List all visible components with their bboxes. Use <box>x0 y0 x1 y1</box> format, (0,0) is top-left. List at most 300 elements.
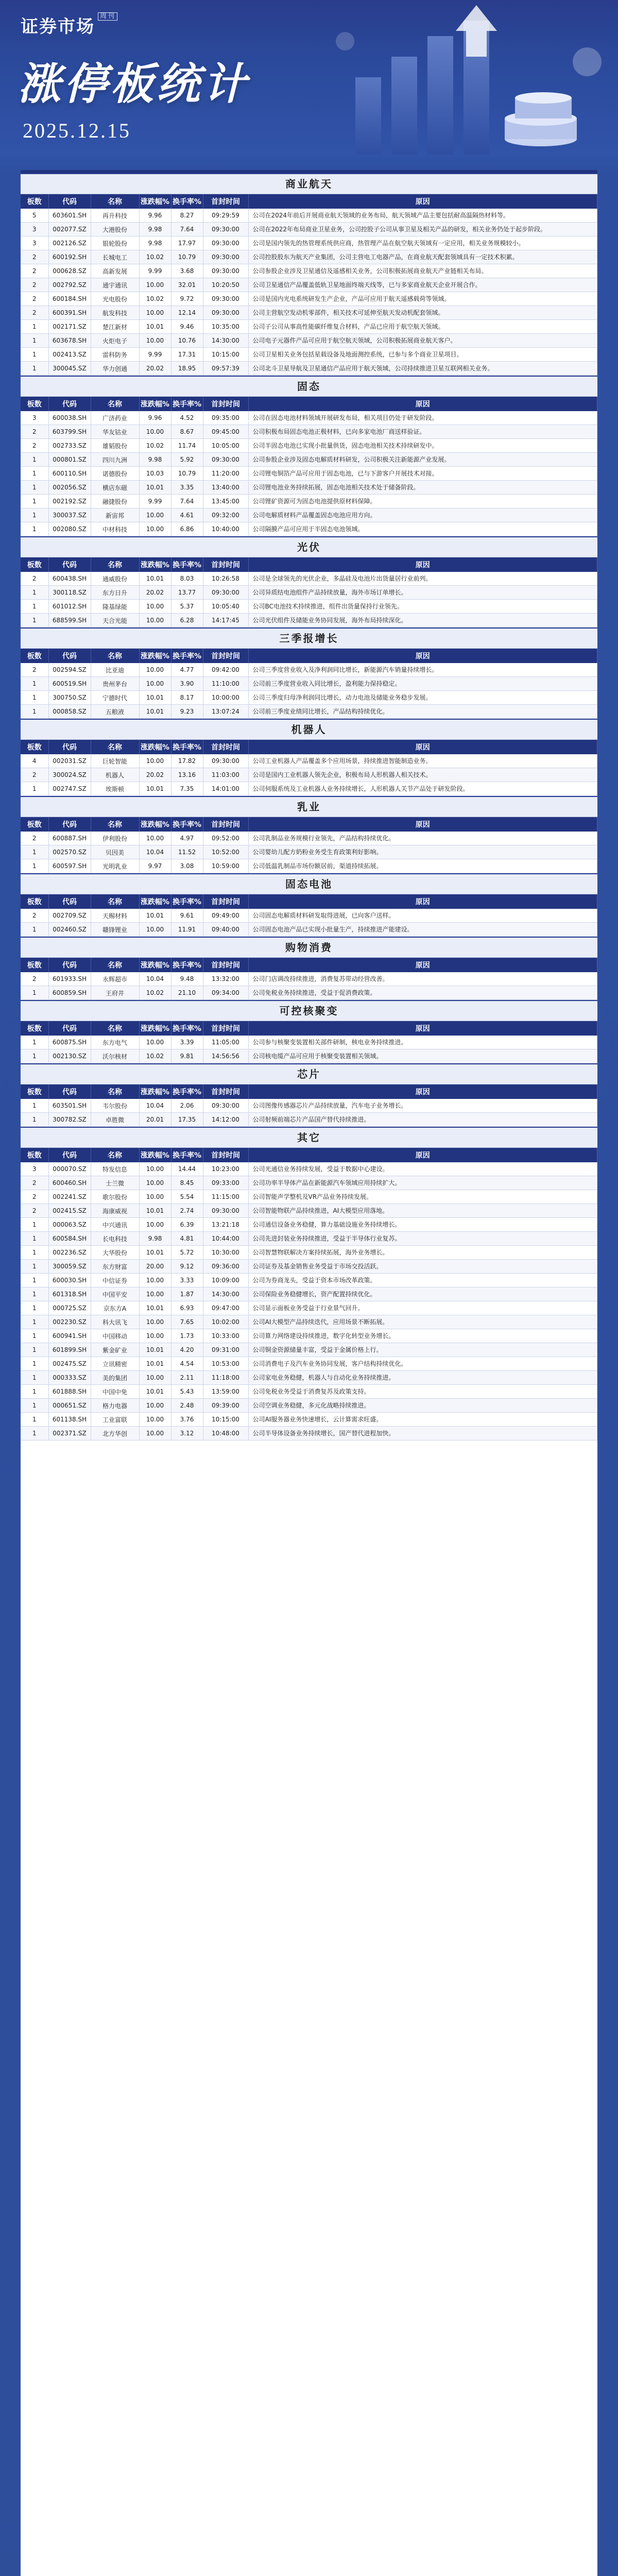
cell-turn: 13.16 <box>171 768 203 782</box>
cell-code: 000628.SZ <box>48 264 91 278</box>
cell-chg: 10.01 <box>139 691 171 705</box>
cell-time: 13:32:00 <box>203 972 248 986</box>
cell-days: 1 <box>21 509 48 522</box>
column-header-turn: 换手率% <box>171 194 203 209</box>
cell-reason: 公司在2022年布局商业卫星业务，公司控股子公司从事卫星及相关产品的研发，相关业务仍处于起步阶段。 <box>248 223 597 236</box>
cell-days: 1 <box>21 923 48 937</box>
stock-table <box>21 894 597 937</box>
cell-name: 沃尔核材 <box>91 1049 139 1063</box>
cell-chg: 10.00 <box>139 1274 171 1287</box>
cell-time: 11:05:00 <box>203 1036 248 1049</box>
cell-code: 600875.SH <box>48 1036 91 1049</box>
table-row[interactable] <box>21 600 597 614</box>
column-header-days: 板数 <box>21 194 48 209</box>
cell-reason: 公司固态电解质材料研发取得进展，已向客户送样。 <box>248 909 597 923</box>
table-row[interactable] <box>21 1113 597 1127</box>
column-header-code: 代码 <box>48 817 91 832</box>
cell-time: 10:05:00 <box>203 439 248 453</box>
cell-days: 1 <box>21 481 48 495</box>
cell-name: 雄韬股份 <box>91 439 139 453</box>
cell-time: 09:30:00 <box>203 223 248 236</box>
cell-reason: 公司智能声学整机及VR产品业务持续发展。 <box>248 1190 597 1204</box>
column-header-name: 名称 <box>91 740 139 754</box>
cell-chg: 20.02 <box>139 768 171 782</box>
column-header-chg: 涨跌幅% <box>139 958 171 972</box>
cell-reason: 公司参股企业涉及固态电解质材料研发，公司积极关注新能源产业发展。 <box>248 453 597 467</box>
table-row[interactable] <box>21 453 597 467</box>
table-row[interactable] <box>21 348 597 362</box>
cell-reason: 公司消费电子及汽车业务协同发展，客户结构持续优化。 <box>248 1357 597 1371</box>
column-header-days: 板数 <box>21 740 48 754</box>
table-row[interactable] <box>21 1232 597 1246</box>
cell-turn: 3.35 <box>171 481 203 495</box>
column-header-reason: 原因 <box>248 894 597 909</box>
table-row[interactable] <box>21 677 597 691</box>
cell-chg: 10.00 <box>139 278 171 292</box>
cell-code: 600038.SH <box>48 411 91 425</box>
table-row[interactable] <box>21 859 597 873</box>
cell-code: 600110.SH <box>48 467 91 481</box>
cell-time: 10:52:00 <box>203 845 248 859</box>
column-header-chg: 涨跌幅% <box>139 740 171 754</box>
column-header-days: 板数 <box>21 894 48 909</box>
table-row[interactable] <box>21 509 597 522</box>
column-header-chg: 涨跌幅% <box>139 1021 171 1036</box>
stock-table <box>21 649 597 719</box>
table-row[interactable] <box>21 495 597 509</box>
cell-days: 1 <box>21 1218 48 1232</box>
cell-name: 中兴通讯 <box>91 1218 139 1232</box>
cell-days: 1 <box>21 614 48 628</box>
table-row[interactable] <box>21 705 597 719</box>
stock-table <box>21 1084 597 1127</box>
cell-code: 002077.SZ <box>48 223 91 236</box>
cell-chg: 10.00 <box>139 1427 171 1440</box>
table-header-row <box>21 740 597 754</box>
table-row[interactable] <box>21 1413 597 1427</box>
cell-reason: 公司铜金资源储量丰富，受益于金属价格上行。 <box>248 1343 597 1357</box>
column-header-days: 板数 <box>21 1148 48 1162</box>
cell-code: 300037.SZ <box>48 509 91 522</box>
cell-name: 广济药业 <box>91 411 139 425</box>
section-title: 固态 <box>21 376 597 397</box>
table-header-row <box>21 557 597 572</box>
cell-code: 002747.SZ <box>48 782 91 796</box>
cell-time: 11:18:00 <box>203 1371 248 1385</box>
cell-chg: 10.04 <box>139 845 171 859</box>
cell-code: 000725.SZ <box>48 1301 91 1315</box>
cell-name: 巨轮智能 <box>91 754 139 768</box>
cell-code: 300118.SZ <box>48 586 91 600</box>
column-header-chg: 涨跌幅% <box>139 397 171 411</box>
cell-name: 新宙邦 <box>91 509 139 522</box>
cell-days: 1 <box>21 782 48 796</box>
cell-days: 1 <box>21 1301 48 1315</box>
cell-code: 300750.SZ <box>48 691 91 705</box>
report-date: 2025.12.15 <box>23 119 131 142</box>
table-row[interactable] <box>21 832 597 845</box>
cell-chg: 10.00 <box>139 1287 171 1301</box>
cell-reason: 公司是国内领先的热管理系统供应商，热管理产品在航空航天领域有一定应用，相关业务规模较小。 <box>248 236 597 250</box>
cell-code: 600584.SH <box>48 1232 91 1246</box>
column-header-name: 名称 <box>91 817 139 832</box>
cell-code: 688599.SH <box>48 614 91 628</box>
cell-time: 14:01:00 <box>203 782 248 796</box>
cell-turn: 9.61 <box>171 909 203 923</box>
cell-days: 1 <box>21 453 48 467</box>
cell-chg: 10.00 <box>139 1315 171 1329</box>
cell-name: 东方电气 <box>91 1036 139 1049</box>
cell-reason: 公司光通信业务持续发展，受益于数据中心建设。 <box>248 1162 597 1176</box>
cell-days: 1 <box>21 1232 48 1246</box>
cell-code: 601933.SH <box>48 972 91 986</box>
column-header-name: 名称 <box>91 557 139 572</box>
cell-code: 002230.SZ <box>48 1315 91 1329</box>
table-row[interactable] <box>21 768 597 782</box>
cell-turn: 8.27 <box>171 209 203 223</box>
cell-days: 4 <box>21 754 48 768</box>
table-header-row <box>21 397 597 411</box>
cell-turn: 3.12 <box>171 1427 203 1440</box>
cell-time: 09:30:00 <box>203 586 248 600</box>
column-header-days: 板数 <box>21 557 48 572</box>
cell-chg: 9.98 <box>139 223 171 236</box>
cell-time: 10:00:00 <box>203 691 248 705</box>
cell-code: 002080.SZ <box>48 522 91 536</box>
cell-chg: 10.01 <box>139 705 171 719</box>
table-row[interactable] <box>21 909 597 923</box>
cell-days: 2 <box>21 250 48 264</box>
cell-turn: 2.06 <box>171 1099 203 1113</box>
cell-code: 000651.SZ <box>48 1399 91 1413</box>
cell-time: 10:15:00 <box>203 348 248 362</box>
cell-time: 09:30:00 <box>203 264 248 278</box>
table-row[interactable] <box>21 754 597 768</box>
table-row[interactable] <box>21 1099 597 1113</box>
section-title: 芯片 <box>21 1063 597 1084</box>
cell-reason: 公司异质结电池组件产品持续放量，海外市场订单增长。 <box>248 586 597 600</box>
cell-time: 10:33:00 <box>203 1329 248 1343</box>
table-row[interactable] <box>21 362 597 376</box>
cell-days: 5 <box>21 209 48 223</box>
table-row[interactable] <box>21 586 597 600</box>
cell-time: 09:42:00 <box>203 663 248 677</box>
cell-turn: 9.12 <box>171 1260 203 1274</box>
table-row[interactable] <box>21 522 597 536</box>
cell-time: 10:15:00 <box>203 1413 248 1427</box>
table-row[interactable] <box>21 292 597 306</box>
cell-turn: 4.54 <box>171 1357 203 1371</box>
column-header-name: 名称 <box>91 194 139 209</box>
cell-turn: 32.01 <box>171 278 203 292</box>
table-row[interactable] <box>21 1357 597 1371</box>
cell-reason: 公司北斗卫星导航及卫星通信产品应用于航天领域，公司持续推进卫星互联网相关业务。 <box>248 362 597 376</box>
cell-reason: 公司参与核聚变装置相关部件研制，核电业务持续推进。 <box>248 1036 597 1049</box>
cell-reason: 公司三季度归母净利润同比增长，动力电池及储能业务稳步发展。 <box>248 691 597 705</box>
cell-time: 09:34:00 <box>203 986 248 1000</box>
column-header-reason: 原因 <box>248 1084 597 1099</box>
cell-reason: 公司在固态电池材料领域开展研发布局，相关项目仍处于研发阶段。 <box>248 411 597 425</box>
column-header-turn: 换手率% <box>171 894 203 909</box>
table-row[interactable] <box>21 1204 597 1218</box>
cell-chg: 10.00 <box>139 1162 171 1176</box>
cell-time: 10:20:50 <box>203 278 248 292</box>
cell-time: 11:20:00 <box>203 467 248 481</box>
table-header-row <box>21 1021 597 1036</box>
column-header-name: 名称 <box>91 649 139 663</box>
column-header-days: 板数 <box>21 397 48 411</box>
cell-code: 603678.SH <box>48 334 91 348</box>
table-row[interactable] <box>21 264 597 278</box>
table-row[interactable] <box>21 1049 597 1063</box>
cell-reason: 公司锂电铜箔产品可应用于固态电池，已与下游客户开展技术对接。 <box>248 467 597 481</box>
column-header-reason: 原因 <box>248 649 597 663</box>
cell-chg: 10.01 <box>139 572 171 586</box>
table-row[interactable] <box>21 1274 597 1287</box>
cell-time: 09:39:00 <box>203 1399 248 1413</box>
cell-turn: 4.52 <box>171 411 203 425</box>
column-header-reason: 原因 <box>248 557 597 572</box>
cell-days: 2 <box>21 439 48 453</box>
table-row[interactable] <box>21 1343 597 1357</box>
cell-turn: 10.79 <box>171 250 203 264</box>
cell-turn: 2.48 <box>171 1399 203 1413</box>
table-row[interactable] <box>21 278 597 292</box>
table-row[interactable] <box>21 320 597 334</box>
column-header-turn: 换手率% <box>171 649 203 663</box>
table-row[interactable] <box>21 1246 597 1260</box>
table-row[interactable] <box>21 572 597 586</box>
cell-reason: 公司免税业务持续推进，受益于促消费政策。 <box>248 986 597 1000</box>
cell-days: 1 <box>21 1113 48 1127</box>
column-header-days: 板数 <box>21 649 48 663</box>
cell-reason: 公司锂电池业务持续拓展，固态电池相关技术处于储备阶段。 <box>248 481 597 495</box>
cell-turn: 8.67 <box>171 425 203 439</box>
cell-days: 1 <box>21 1315 48 1329</box>
cell-time: 10:48:00 <box>203 1427 248 1440</box>
cell-turn: 8.17 <box>171 691 203 705</box>
cell-name: 天赐材料 <box>91 909 139 923</box>
cell-turn: 4.20 <box>171 1343 203 1357</box>
cell-chg: 10.01 <box>139 1343 171 1357</box>
cell-reason: 公司显示面板业务受益于行业景气回升。 <box>248 1301 597 1315</box>
cell-time: 09:30:00 <box>203 236 248 250</box>
cell-name: 隆基绿能 <box>91 600 139 614</box>
column-header-code: 代码 <box>48 557 91 572</box>
cell-code: 002413.SZ <box>48 348 91 362</box>
cell-code: 002594.SZ <box>48 663 91 677</box>
cell-name: 再升科技 <box>91 209 139 223</box>
finance-illustration <box>299 0 618 170</box>
column-header-turn: 换手率% <box>171 1084 203 1099</box>
cell-time: 09:32:00 <box>203 509 248 522</box>
cell-reason: 公司主营航空发动机零部件，相关技术可延伸至航天发动机配套领域。 <box>248 306 597 320</box>
cell-code: 600859.SH <box>48 986 91 1000</box>
cell-time: 14:56:56 <box>203 1049 248 1063</box>
table-row[interactable] <box>21 1176 597 1190</box>
cell-turn: 11.91 <box>171 923 203 937</box>
cell-reason: 公司电子元器件产品可应用于航空航天领域，公司积极拓展商业航天客户。 <box>248 334 597 348</box>
table-row[interactable] <box>21 782 597 796</box>
column-header-chg: 涨跌幅% <box>139 649 171 663</box>
cell-name: 中国移动 <box>91 1329 139 1343</box>
cell-time: 09:30:00 <box>203 453 248 467</box>
cell-code: 601899.SH <box>48 1343 91 1357</box>
cell-time: 09:30:00 <box>203 1204 248 1218</box>
table-row[interactable] <box>21 1315 597 1329</box>
table-row[interactable] <box>21 425 597 439</box>
cell-days: 1 <box>21 1385 48 1399</box>
column-header-time: 首封时间 <box>203 557 248 572</box>
cell-reason: 公司证券及基金销售业务受益于市场交投活跃。 <box>248 1260 597 1274</box>
cell-chg: 10.00 <box>139 923 171 937</box>
cell-name: 格力电器 <box>91 1399 139 1413</box>
cell-turn: 3.68 <box>171 264 203 278</box>
table-row[interactable] <box>21 334 597 348</box>
cell-reason: 公司隔膜产品可应用于半固态电池领域。 <box>248 522 597 536</box>
cell-reason: 公司积极布局固态电池正极材料，已向多家电池厂商送样验证。 <box>248 425 597 439</box>
cell-code: 600184.SH <box>48 292 91 306</box>
cell-code: 600438.SH <box>48 572 91 586</box>
cell-turn: 11.52 <box>171 845 203 859</box>
table-row[interactable] <box>21 481 597 495</box>
cell-days: 1 <box>21 1399 48 1413</box>
cell-code: 300782.SZ <box>48 1113 91 1127</box>
section-block <box>21 1063 597 1127</box>
column-header-turn: 换手率% <box>171 958 203 972</box>
cell-name: 华友钴业 <box>91 425 139 439</box>
table-row[interactable] <box>21 1329 597 1343</box>
table-row[interactable] <box>21 614 597 628</box>
table-row[interactable] <box>21 691 597 705</box>
table-row[interactable] <box>21 467 597 481</box>
cell-chg: 10.00 <box>139 334 171 348</box>
table-row[interactable] <box>21 411 597 425</box>
table-row[interactable] <box>21 1260 597 1274</box>
table-row[interactable] <box>21 1190 597 1204</box>
cell-code: 002171.SZ <box>48 320 91 334</box>
cell-reason: 公司卫星相关业务包括星载设备及地面测控系统，已参与多个商业卫星项目。 <box>248 348 597 362</box>
cell-days: 1 <box>21 1287 48 1301</box>
cell-reason: 公司光伏组件及储能业务协同发展，海外布局持续深化。 <box>248 614 597 628</box>
table-row[interactable] <box>21 1301 597 1315</box>
table-row[interactable] <box>21 236 597 250</box>
cell-reason: 公司是全球领先的光伏企业，多晶硅及电池片出货量居行业前列。 <box>248 572 597 586</box>
table-row[interactable] <box>21 1287 597 1301</box>
table-row[interactable] <box>21 1036 597 1049</box>
table-row[interactable] <box>21 972 597 986</box>
table-row[interactable] <box>21 223 597 236</box>
cell-chg: 10.02 <box>139 250 171 264</box>
cell-code: 002241.SZ <box>48 1190 91 1204</box>
cell-chg: 10.01 <box>139 782 171 796</box>
table-row[interactable] <box>21 1371 597 1385</box>
cell-reason: 公司三季度营业收入及净利润同比增长，新能源汽车销量持续增长。 <box>248 663 597 677</box>
table-row[interactable] <box>21 1218 597 1232</box>
table-row[interactable] <box>21 1385 597 1399</box>
cell-time: 11:10:00 <box>203 677 248 691</box>
section-title: 三季报增长 <box>21 628 597 649</box>
cell-name: 火炬电子 <box>91 334 139 348</box>
cell-days: 2 <box>21 768 48 782</box>
table-row[interactable] <box>21 986 597 1000</box>
column-header-reason: 原因 <box>248 194 597 209</box>
cell-code: 002570.SZ <box>48 845 91 859</box>
cell-name: 贵州茅台 <box>91 677 139 691</box>
section-title: 其它 <box>21 1127 597 1148</box>
cell-name: 长电科技 <box>91 1232 139 1246</box>
cell-code: 002733.SZ <box>48 439 91 453</box>
cell-code: 603501.SH <box>48 1099 91 1113</box>
cell-days: 1 <box>21 1371 48 1385</box>
cell-chg: 10.00 <box>139 677 171 691</box>
cell-turn: 7.65 <box>171 1315 203 1329</box>
table-row[interactable] <box>21 1427 597 1440</box>
column-header-time: 首封时间 <box>203 817 248 832</box>
cell-name: 长城电工 <box>91 250 139 264</box>
cell-days: 2 <box>21 663 48 677</box>
cell-time: 09:36:00 <box>203 1260 248 1274</box>
cell-time: 10:40:00 <box>203 522 248 536</box>
cell-time: 09:45:00 <box>203 425 248 439</box>
column-header-name: 名称 <box>91 1148 139 1162</box>
table-row[interactable] <box>21 1162 597 1176</box>
table-row[interactable] <box>21 1399 597 1413</box>
cell-code: 002130.SZ <box>48 1049 91 1063</box>
table-row[interactable] <box>21 845 597 859</box>
cell-turn: 17.97 <box>171 236 203 250</box>
table-row[interactable] <box>21 923 597 937</box>
table-row[interactable] <box>21 663 597 677</box>
cell-days: 3 <box>21 236 48 250</box>
cell-turn: 8.03 <box>171 572 203 586</box>
cell-time: 14:12:00 <box>203 1113 248 1127</box>
cell-reason: 公司锂矿资源可为固态电池提供原材料保障。 <box>248 495 597 509</box>
cell-reason: 公司为券商龙头，受益于资本市场改革政策。 <box>248 1274 597 1287</box>
cell-days: 1 <box>21 1357 48 1371</box>
cell-time: 10:02:00 <box>203 1315 248 1329</box>
cell-time: 13:59:00 <box>203 1385 248 1399</box>
table-header-row <box>21 894 597 909</box>
cell-name: 诺德股份 <box>91 467 139 481</box>
cell-days: 2 <box>21 292 48 306</box>
cell-turn: 14.44 <box>171 1162 203 1176</box>
column-header-chg: 涨跌幅% <box>139 557 171 572</box>
table-row[interactable] <box>21 306 597 320</box>
cell-reason: 公司电解质材料产品覆盖固态电池应用方向。 <box>248 509 597 522</box>
section-title: 购物消费 <box>21 937 597 958</box>
section-title: 固态电池 <box>21 873 597 894</box>
table-row[interactable] <box>21 209 597 223</box>
cell-reason: 公司低温乳制品市场份额居前，渠道持续拓展。 <box>248 859 597 873</box>
cell-chg: 10.00 <box>139 1190 171 1204</box>
cell-days: 1 <box>21 1036 48 1049</box>
brand-sub: 周刊 <box>98 12 117 21</box>
column-header-time: 首封时间 <box>203 1021 248 1036</box>
cell-name: 中材科技 <box>91 522 139 536</box>
table-row[interactable] <box>21 250 597 264</box>
column-header-days: 板数 <box>21 817 48 832</box>
cell-time: 09:52:00 <box>203 832 248 845</box>
table-row[interactable] <box>21 439 597 453</box>
column-header-time: 首封时间 <box>203 1084 248 1099</box>
cell-reason: 公司家电业务稳健，机器人与自动化业务持续推进。 <box>248 1371 597 1385</box>
cell-turn: 6.39 <box>171 1218 203 1232</box>
cell-reason: 公司卫星通信产品覆盖低轨卫星地面终端天线等，已与多家商业航天企业开展合作。 <box>248 278 597 292</box>
cell-name: 光明乳业 <box>91 859 139 873</box>
cell-time: 09:57:39 <box>203 362 248 376</box>
cell-turn: 4.61 <box>171 509 203 522</box>
